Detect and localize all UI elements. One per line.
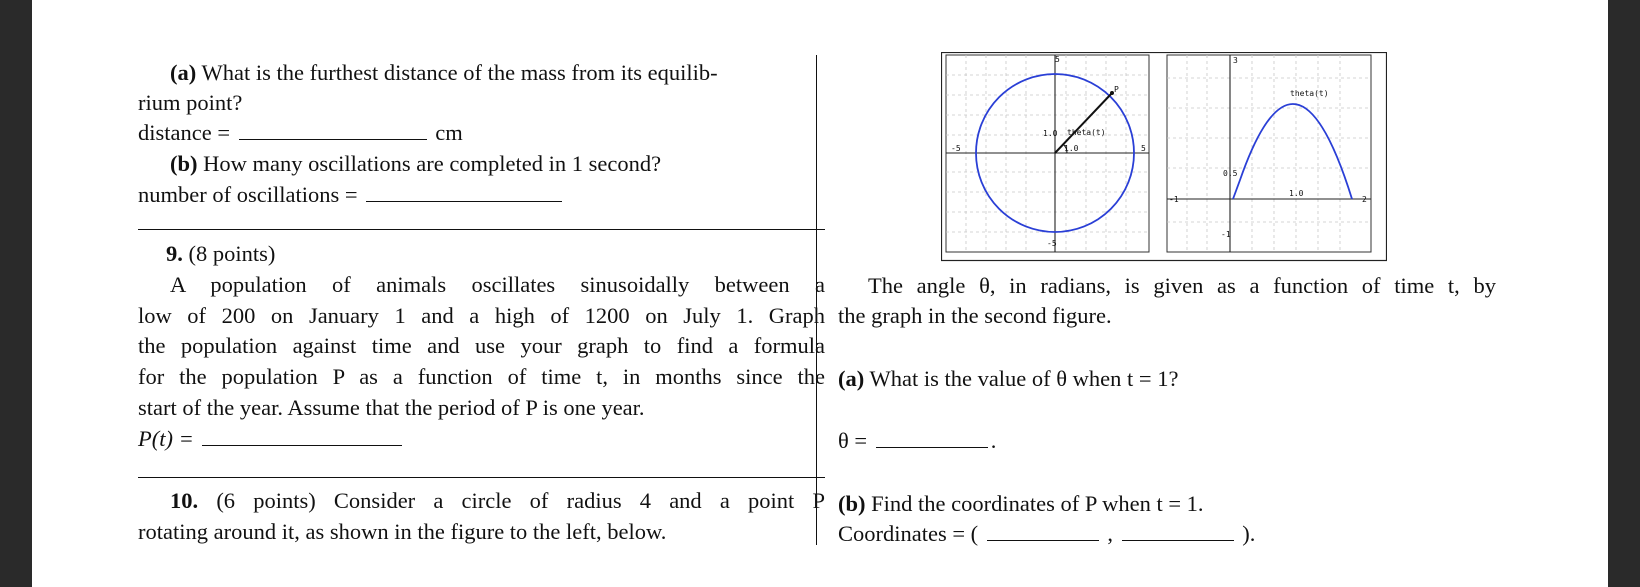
graph-ymid-label: 0.5	[1223, 169, 1238, 178]
q8b-label: (b)	[170, 151, 198, 176]
distance-label: distance =	[138, 120, 231, 145]
q9-line-2: low of 200 on January 1 and a high of 1200 on July 1. Graph	[138, 303, 825, 328]
qa-answer-row: θ = .	[838, 428, 997, 453]
q8a-text-line1: What is the furthest distance of the mass from its equilib-	[201, 60, 718, 85]
q10-text-line1: (6 points) Consider a circle of radius 4 and a point P	[216, 488, 825, 513]
population-formula-blank[interactable]	[202, 425, 402, 446]
figures-panel	[941, 52, 1387, 262]
oscillations-label: number of oscillations =	[138, 182, 358, 207]
circle-label-2: 1.0	[1064, 144, 1079, 153]
circle-angle-label: theta(t)	[1067, 128, 1106, 137]
graph-curve-label: theta(t)	[1290, 89, 1329, 98]
q9-points: (8 points)	[188, 241, 276, 266]
q9-line-4: for the population P as a function of time t, in months since the	[138, 364, 825, 389]
q10-line-2: rotating around it, as shown in the figure to the left, below.	[138, 519, 667, 544]
circle-xmax-label: 5	[1141, 144, 1146, 153]
oscillations-answer-blank[interactable]	[366, 181, 562, 202]
distance-answer-blank[interactable]	[239, 119, 427, 140]
distance-unit: cm	[435, 120, 463, 145]
intro-line-1: The angle θ, in radians, is given as a function of time t, by	[868, 273, 1496, 298]
q8b-text: How many oscillations are completed in 1 second?	[203, 151, 662, 176]
q8b-answer-row	[138, 179, 565, 210]
coordinate-y-blank[interactable]	[1122, 520, 1234, 541]
q9-heading	[166, 238, 275, 269]
qb-text: Find the coordinates of P when t = 1.	[871, 491, 1204, 516]
q9-line-5: start of the year. Assume that the period of P is one year.	[138, 395, 645, 420]
divider-1	[138, 229, 825, 230]
column-divider	[816, 55, 817, 545]
circle-ymax-label: 5	[1055, 55, 1060, 64]
q8a-answer-row	[138, 117, 463, 148]
qb-answer-row	[838, 518, 1255, 549]
qb-line	[838, 488, 1204, 519]
q8a-line1	[170, 57, 718, 88]
point-p-label: P	[1114, 85, 1119, 94]
graph-xmid-label: 1.0	[1289, 189, 1304, 198]
qa-label: (a)	[838, 366, 865, 391]
q8a-label: (a)	[170, 60, 197, 85]
coordinate-x-blank[interactable]	[987, 520, 1099, 541]
q9-line-3: the population against time and use your graph to find a formula	[138, 333, 825, 358]
q10-line-1	[170, 485, 825, 516]
q9-number: 9.	[166, 241, 183, 266]
qb-label: (b)	[838, 491, 866, 516]
circle-xmin-label: -5	[951, 144, 961, 153]
graph-xleft-label: -1	[1169, 195, 1179, 204]
theta-answer-blank[interactable]	[876, 427, 988, 448]
circle-label-1: 1.0	[1043, 129, 1058, 138]
q10-number: 10.	[170, 488, 199, 513]
coordinate-separator: ,	[1107, 521, 1114, 546]
q9-line-1: A population of animals oscillates sinusoidally between a	[170, 272, 825, 297]
theta-label: θ =	[838, 428, 868, 453]
qa-text: What is the value of θ when t = 1?	[869, 366, 1179, 391]
graph-ybottom-label: -1	[1221, 230, 1231, 239]
circle-ymin-label: -5	[1047, 239, 1057, 248]
population-formula-label: P(t) =	[138, 426, 194, 451]
exam-page	[32, 0, 1608, 587]
divider-2	[138, 477, 825, 478]
q8b-line	[170, 148, 661, 179]
qa-line	[838, 363, 1178, 394]
graph-xright-label: 2	[1362, 195, 1367, 204]
intro-line-2: the graph in the second figure.	[838, 303, 1112, 328]
graph-ytop-label: 3	[1233, 56, 1238, 65]
circle-figure	[946, 55, 1149, 252]
theta-graph-figure	[1167, 55, 1371, 252]
coordinates-closing: ).	[1242, 521, 1256, 546]
q8a-text-line2: rium point?	[138, 90, 243, 115]
q9-answer-row	[138, 423, 405, 454]
coordinates-label: Coordinates = (	[838, 521, 979, 546]
